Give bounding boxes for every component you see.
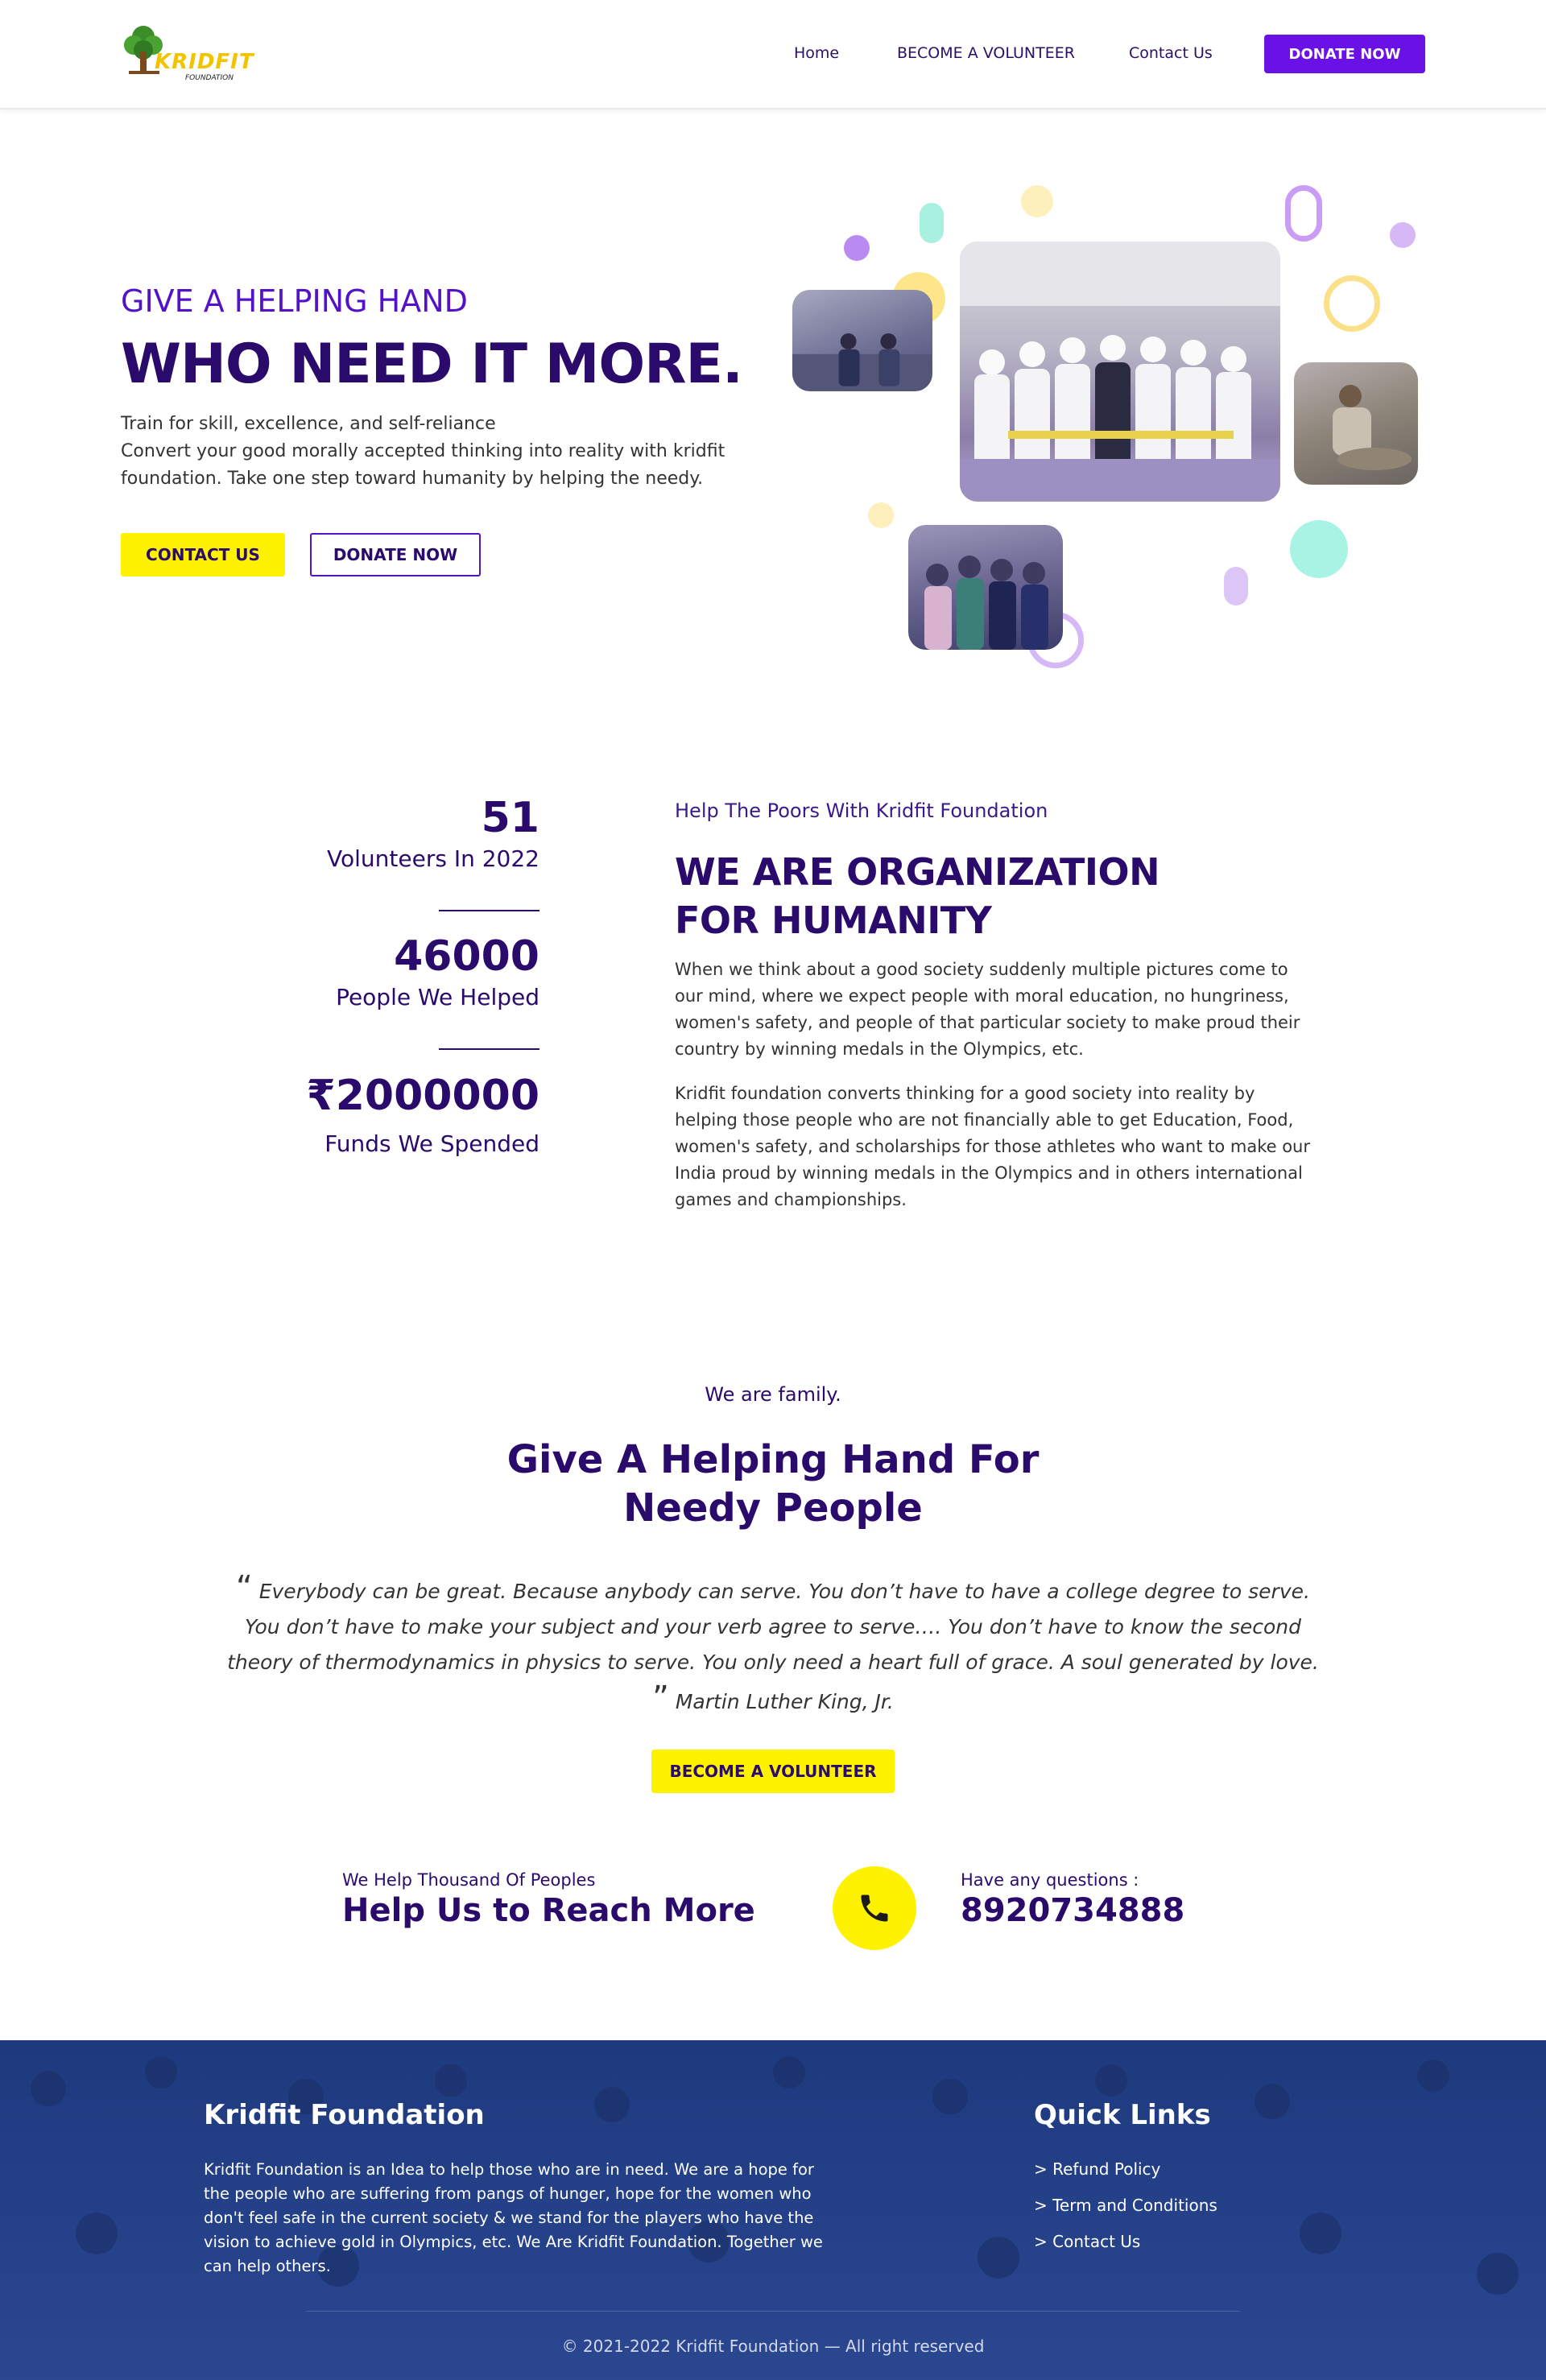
org-title-line-1: WE ARE ORGANIZATION (675, 850, 1160, 894)
hero-kicker: GIVE A HELPING HAND (121, 283, 468, 319)
stat-divider (439, 910, 539, 911)
family-kicker: We are family. (705, 1383, 841, 1406)
nav-home-link[interactable]: Home (794, 44, 840, 62)
hero-donate-button[interactable]: DONATE NOW (310, 533, 481, 576)
group-photo-image-icon (960, 242, 1280, 502)
decor-pill (920, 203, 944, 243)
stat-funds-label: Funds We Spended (324, 1130, 539, 1157)
hero-subtext (121, 411, 757, 493)
stat-volunteers-value: 51 (481, 794, 539, 842)
footer-link-refund[interactable]: > Refund Policy (1034, 2159, 1161, 2179)
nav-volunteer-link[interactable]: BECOME A VOLUNTEER (897, 44, 1075, 62)
logo-subtext: FOUNDATION (185, 74, 234, 82)
family-title-line-2: Needy People (623, 1485, 923, 1531)
nav-contact-link[interactable]: Contact Us (1129, 44, 1213, 62)
stat-people-value: 46000 (394, 932, 539, 981)
hero-line-2: Convert your good morally accepted thinking into reality with kridfit foundation. Take one step toward humanity by helping the needy. (121, 441, 725, 489)
footer-title: Kridfit Foundation (204, 2099, 485, 2131)
quote-author: Martin Luther King, Jr. (675, 1690, 894, 1713)
hero-photo-cooking (1294, 362, 1418, 485)
hero-line-1: Train for skill, excellence, and self-reliance (121, 414, 496, 434)
footer (0, 2040, 1546, 2380)
decor-ring (1285, 185, 1322, 242)
footer-link-contact[interactable]: > Contact Us (1034, 2232, 1141, 2251)
stat-funds-value: ₹2000000 (306, 1072, 539, 1120)
stat-volunteers-label: Volunteers In 2022 (327, 845, 539, 872)
org-title (675, 848, 1160, 944)
help-kicker: We Help Thousand Of Peoples (342, 1870, 596, 1890)
become-volunteer-button[interactable]: BECOME A VOLUNTEER (651, 1750, 895, 1793)
hero-title: WHO NEED IT MORE. (121, 333, 742, 396)
decor-dot (1390, 222, 1416, 248)
people-image-icon (792, 330, 932, 391)
quote-close-mark: ” (652, 1680, 669, 1717)
footer-copyright: © 2021-2022 Kridfit Foundation — All right reserved (561, 2337, 985, 2356)
cooking-image-icon (1294, 362, 1418, 485)
logo-text: KRIDFIT (155, 50, 254, 74)
hero-photo-group (960, 242, 1280, 502)
decor-dot (1021, 185, 1053, 217)
phone-button[interactable] (833, 1866, 916, 1950)
hero-photo-children (908, 525, 1063, 650)
footer-link-terms[interactable]: > Term and Conditions (1034, 2196, 1217, 2215)
family-title (0, 1436, 1546, 1532)
family-quote (225, 1570, 1321, 1720)
phone-number-link[interactable]: 8920734888 (961, 1892, 1185, 1929)
footer-description: Kridfit Foundation is an Idea to help those who are in need. We are a hope for the people who are suffering from pangs of hunger, hope for the women who don't feel safe in the current society & we stand for the players who have the vision to achieve gold in Olympics, etc. We Are Kridfit Foundation. Together we can help others. (204, 2160, 823, 2275)
hero-contact-button[interactable]: CONTACT US (121, 533, 285, 576)
stat-people-label: People We Helped (336, 984, 539, 1010)
org-kicker: Help The Poors With Kridfit Foundation (675, 800, 1048, 822)
question-label: Have any questions : (961, 1870, 1139, 1890)
logo[interactable] (121, 19, 266, 87)
navbar (0, 0, 1546, 109)
nav-donate-button[interactable]: DONATE NOW (1264, 35, 1425, 73)
phone-icon (857, 1890, 892, 1926)
children-image-icon (908, 525, 1063, 650)
hero-photo-volunteers (792, 290, 932, 391)
help-title: Help Us to Reach More (342, 1892, 755, 1929)
org-title-line-2: FOR HUMANITY (675, 899, 992, 942)
family-title-line-1: Give A Helping Hand For (506, 1437, 1040, 1482)
org-paragraph-1: When we think about a good society suddenly multiple pictures come to our mind, where we expect people with moral education, no hungriness, women's safety, and people of that particular society to make proud their country by winning medals in the Olympics, etc. (675, 960, 1300, 1059)
stat-divider (439, 1048, 539, 1050)
decor-dot (844, 235, 870, 261)
quote-text: Everybody can be great. Because anybody can serve. You don’t have to have a college degree to serve. You don’t have to make your subject and your verb agree to serve…. You don’t have to know the second theory of thermodynamics in physics to serve. You only need a heart full of grace. A soul generated by love. (227, 1580, 1319, 1674)
org-paragraph-2: Kridfit foundation converts thinking for a good society into reality by helping those people who are not financially able to get Education, Food, women's safety, and scholarships for those athletes who want to make our India proud by winning medals in the Olympics and in others international games and championships. (675, 1084, 1310, 1209)
decor-pill (1224, 567, 1248, 605)
decor-dot (1290, 520, 1348, 578)
footer-divider (306, 2311, 1240, 2312)
decor-dot (868, 502, 894, 528)
decor-ring (1324, 275, 1380, 332)
footer-links-title: Quick Links (1034, 2099, 1211, 2131)
quote-open-mark: “ (236, 1569, 253, 1606)
